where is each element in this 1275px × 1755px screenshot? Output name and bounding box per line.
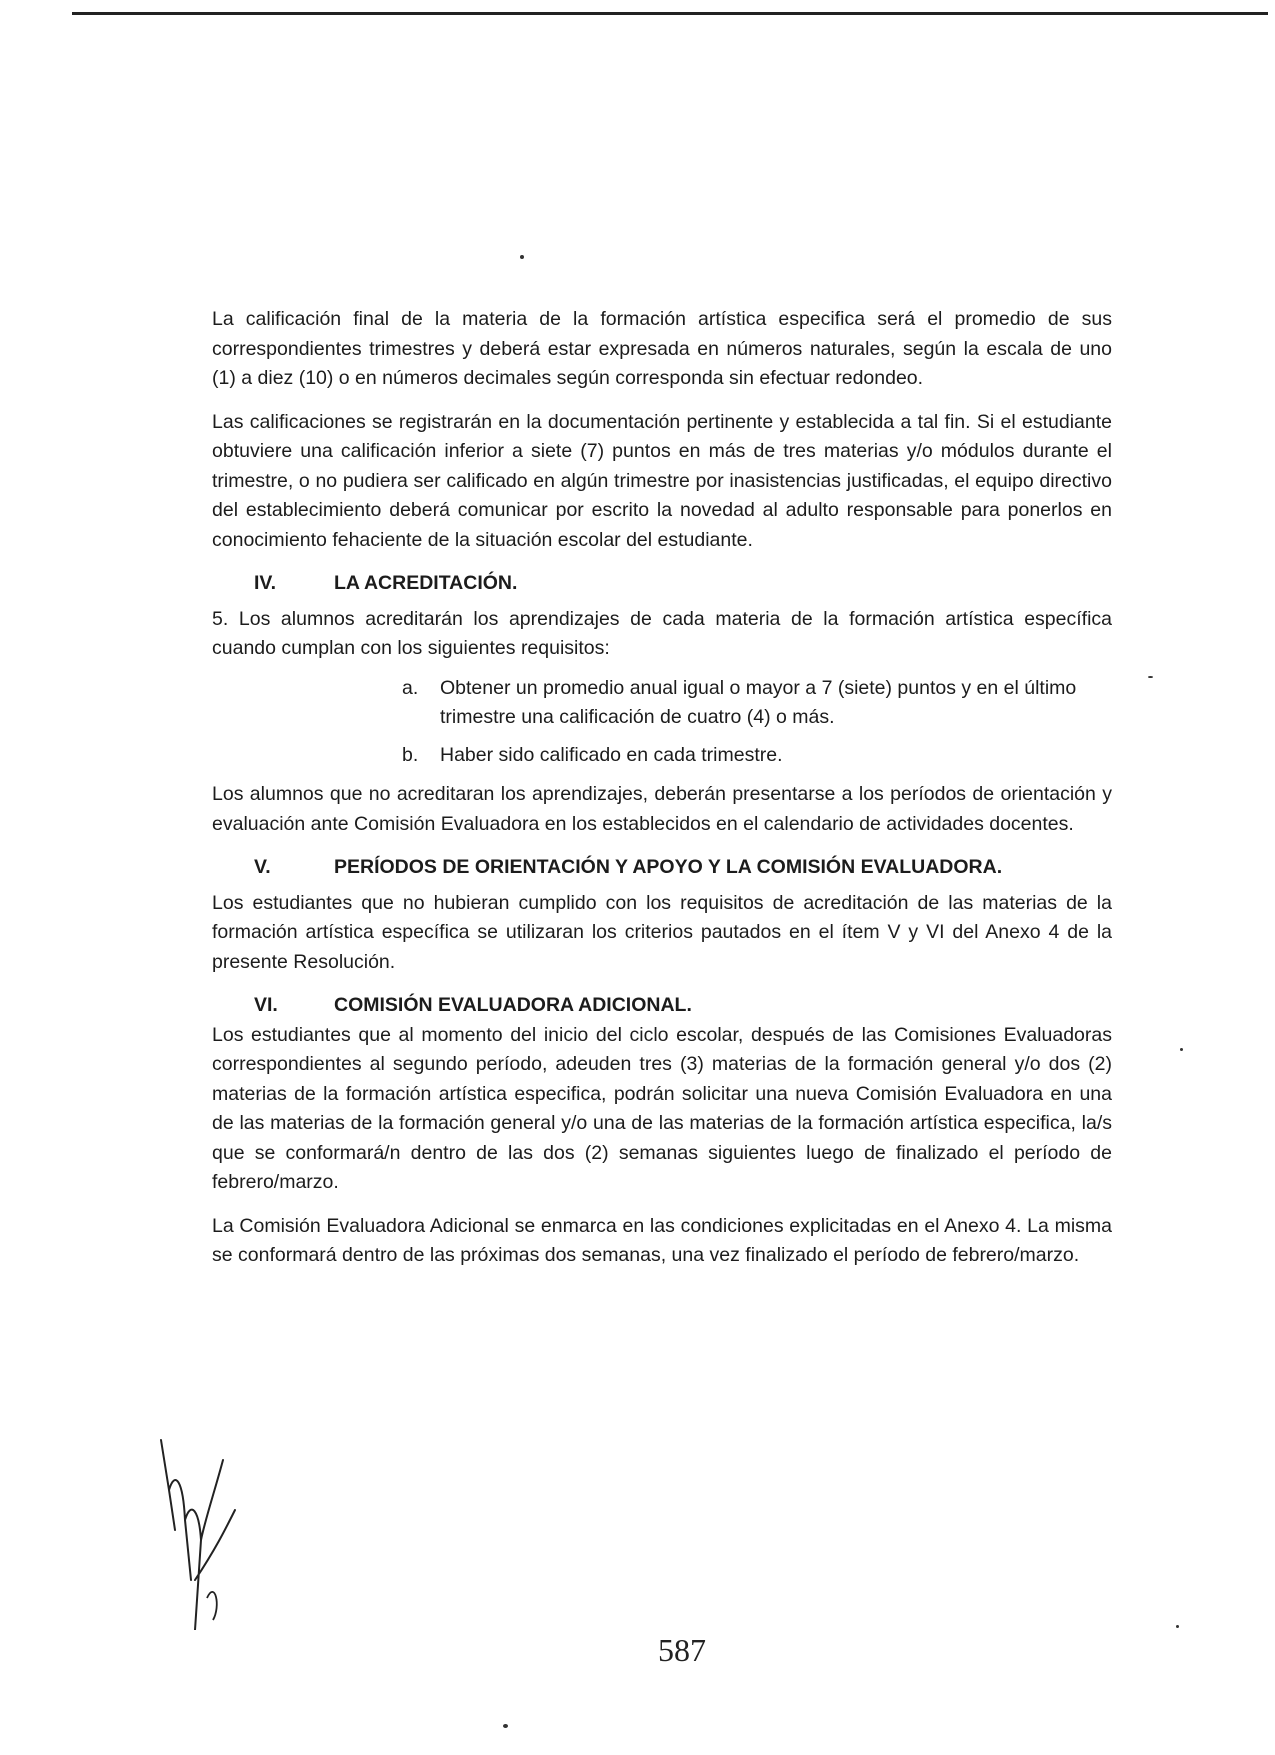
section-number: IV. xyxy=(254,572,277,594)
list-marker: a. xyxy=(402,676,419,699)
signature-icon xyxy=(155,1430,255,1630)
list-text: Haber sido calificado en cada trimestre. xyxy=(440,743,783,766)
scan-speck xyxy=(1180,1048,1183,1051)
paragraph-non-accreditation: Los alumnos que no acreditaran los aprendizajes, deberán presentarse a los períodos de orientación y evaluación ante Comisión Evaluadora en los establecidos en el calendario de actividades docentes. xyxy=(212,783,1112,835)
scan-speck xyxy=(520,255,524,259)
paragraph-grade-registration: Las calificaciones se registrarán en la documentación pertinente y establecida a tal fin. Si el estudiante obtuviere una calificación inferior a siete (7) puntos en más de tres materias y/o módulos durante el trimestre, o no pudiera ser calificado en algún trimestre por inasistencias justificadas, el equipo directivo del establecimiento deberá comunicar por escrito la novedad al adulto responsable para ponerlos en conocimiento fehaciente de la situación escolar del estudiante. xyxy=(212,410,1112,551)
section-title: COMISIÓN EVALUADORA ADICIONAL. xyxy=(334,994,692,1016)
list-marker: b. xyxy=(402,743,419,766)
list-text: Obtener un promedio anual igual o mayor a 7 (siete) puntos y en el último trimestre una calificación de cuatro (4) o más. xyxy=(440,676,1077,728)
section-title: PERÍODOS DE ORIENTACIÓN Y APOYO Y LA COMISIÓN EVALUADORA. xyxy=(334,856,1003,878)
section-number: VI. xyxy=(254,994,278,1016)
top-rule xyxy=(72,12,1268,15)
paragraph-additional-commission-conditions: La Comisión Evaluadora Adicional se enmarca en las condiciones explicitadas en el Anexo 4. La misma se conformará dentro de las próximas dos semanas, una vez finalizado el período de febrero/marzo. xyxy=(212,1214,1112,1266)
list-item xyxy=(402,741,1112,771)
page-number: 587 xyxy=(658,1632,706,1668)
paragraph-accreditation: 5. Los alumnos acreditarán los aprendizajes de cada materia de la formación artística específica cuando cumplan con los siguientes requisitos: xyxy=(212,607,1112,659)
scan-speck xyxy=(503,1724,508,1728)
list-item xyxy=(402,674,1112,733)
paragraph-orientation-periods: Los estudiantes que no hubieran cumplido con los requisitos de acreditación de las materias de la formación artística específica se utilizaran los criterios pautados en el ítem V y VI del Anexo 4 de la presente Resolución. xyxy=(212,891,1112,973)
scan-speck xyxy=(1176,1625,1179,1628)
requirements-list xyxy=(212,674,1112,771)
paragraph-final-grade: La calificación final de la materia de la formación artística especifica será el promedio de sus correspondientes trimestres y deberá estar expresada en números naturales, según la escala de uno (1) a diez (10) o en números decimales según corresponda sin efectuar redondeo. xyxy=(212,308,1112,389)
document-body xyxy=(212,305,1112,1285)
section-heading-v xyxy=(212,853,1112,883)
section-heading-iv xyxy=(212,569,1112,599)
scan-speck xyxy=(1148,676,1153,678)
section-heading-vi xyxy=(212,991,1112,1021)
section-title: LA ACREDITACIÓN. xyxy=(334,572,518,594)
paragraph-additional-commission: Los estudiantes que al momento del inicio del ciclo escolar, después de las Comisiones Evaluadoras correspondientes al segundo período, adeuden tres (3) materias de la formación general y/o dos (2) materias de la formación artística especifica, podrán solicitar una nueva Comisión Evaluadora en una de las materias de la formación general y/o una de las materias de la formación artística especifica, la/s que se conformará/n dentro de las dos (2) semanas siguientes luego de finalizado el período de febrero/marzo. xyxy=(212,1023,1112,1193)
section-number: V. xyxy=(254,856,271,878)
